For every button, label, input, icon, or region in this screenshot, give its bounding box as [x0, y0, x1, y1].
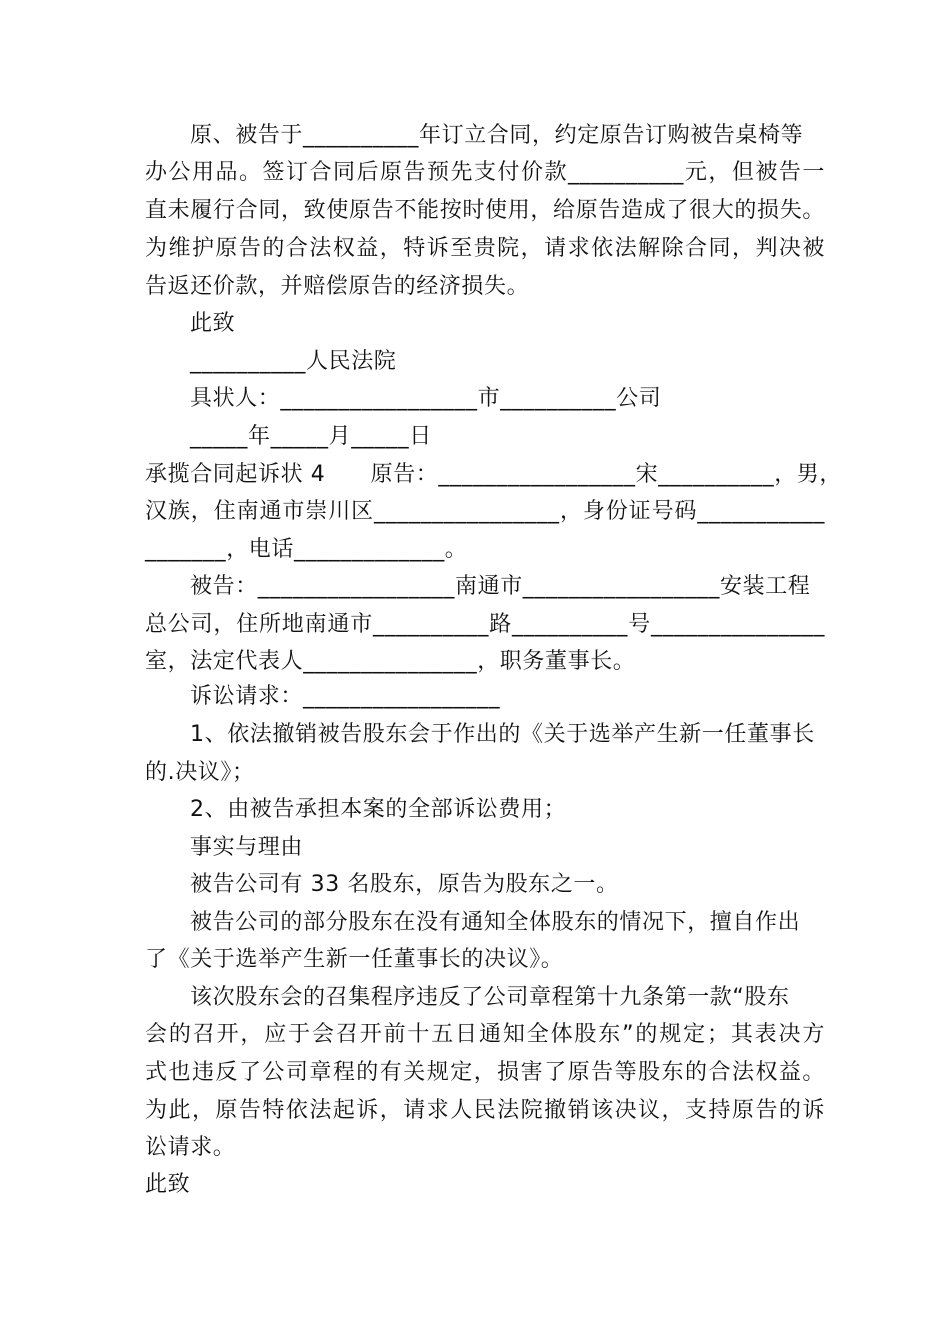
claim-item-continued: 的.决议》； [145, 760, 255, 785]
salutation: 此致 [190, 311, 236, 336]
section-heading: 承揽合同起诉状 4 原告：_________________宋__________，男， [145, 462, 842, 487]
paragraph-line: 办公用品。签订合同后原告预先支付价款__________元，但被告一 [145, 160, 825, 185]
facts-heading: 事实与理由 [190, 835, 304, 860]
paragraph-line: 被告公司的部分股东在没有通知全体股东的情况下，擅自作出 [190, 910, 801, 935]
claim-item: 1、依法撤销被告股东会于作出的《关于选举产生新一任董事长 [190, 722, 815, 747]
paragraph-line: 告返还价款，并赔偿原告的经济损失。 [145, 274, 530, 299]
court-name-line: __________人民法院 [190, 349, 397, 374]
paragraph-line: 总公司，住所地南通市__________路__________号_______________ [145, 612, 825, 637]
paragraph-line: 了《关于选举产生新一任董事长的决议》。 [145, 947, 564, 972]
paragraph-line: 原、被告于__________年订立合同，约定原告订购被告桌椅等 [190, 123, 804, 148]
paragraph-line: 被告：_________________南通市_________________安装工程 [190, 574, 811, 599]
petitioner-line: 具状人：_________________市__________公司 [190, 386, 662, 411]
paragraph-line: 直未履行合同，致使原告不能按时使用，给原告造成了很大的损失。 [145, 198, 825, 223]
paragraph-line: _______，电话_____________。 [145, 537, 468, 562]
salutation: 此致 [145, 1172, 191, 1197]
paragraph-line: 讼请求。 [145, 1135, 236, 1160]
paragraph-line: 为维护原告的合法权益，特诉至贵院，请求依法解除合同，判决被 [145, 236, 825, 261]
paragraph-line: 式也违反了公司章程的有关规定，损害了原告等股东的合法权益。 [145, 1060, 825, 1085]
paragraph-line: 该次股东会的召集程序违反了公司章程第十九条第一款“股东 [190, 985, 790, 1010]
date-line: _____年_____月_____日 [190, 424, 432, 449]
paragraph-line: 汉族，住南通市崇川区________________，身份证号码___________ [145, 499, 825, 524]
claims-heading: 诉讼请求：_________________ [190, 684, 501, 709]
paragraph-line: 为此，原告特依法起诉，请求人民法院撤销该决议，支持原告的诉 [145, 1098, 825, 1123]
paragraph-line: 室，法定代表人_______________，职务董事长。 [145, 649, 636, 674]
claim-item: 2、由被告承担本案的全部诉讼费用； [190, 797, 567, 822]
paragraph-line: 被告公司有 33 名股东，原告为股东之一。 [190, 872, 619, 897]
paragraph-line: 会的召开，应于会召开前十五日通知全体股东”的规定；其表决方 [145, 1022, 825, 1047]
